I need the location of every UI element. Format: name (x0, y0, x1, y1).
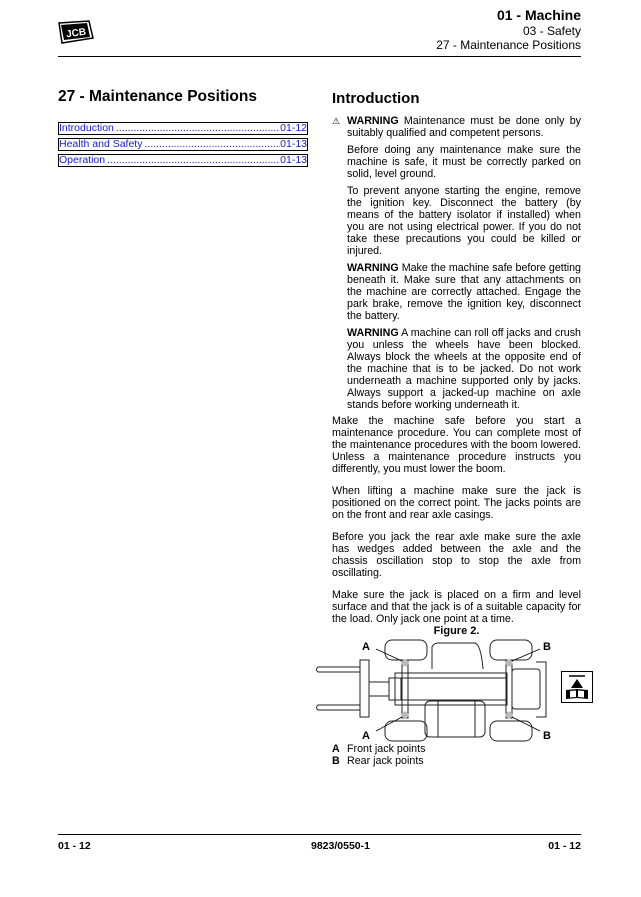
jack-point-a-lower (402, 712, 409, 719)
warning-label: WARNING (347, 327, 399, 339)
legend-text: Front jack points (347, 743, 426, 755)
warning-label: WARNING (347, 115, 399, 127)
toc-leader (114, 123, 280, 134)
jcb-logo (56, 20, 94, 44)
header-breadcrumb (436, 7, 581, 52)
section-title: 03 - Safety (522, 24, 581, 38)
jack-point-b-upper (506, 660, 513, 667)
label-b-upper: B (543, 641, 551, 653)
jack-point-b-lower (506, 712, 513, 719)
toc-label: Operation (59, 154, 106, 166)
page-title: 27 - Maintenance Positions (58, 88, 257, 105)
warning-block (332, 115, 581, 416)
rear-tyre-upper (490, 640, 532, 660)
toc-link-health-and-safety[interactable] (58, 138, 308, 151)
paragraph: Before doing any maintenance make sure the machine is safe, it must be correctly parked on solid, level ground. (347, 144, 581, 180)
footer-page-left: 01 - 12 (58, 840, 91, 852)
paragraph: Before you jack the rear axle make sure the axle has wedges added between the axle and the chassis oscillation stop to stop the axle from oscillating. (332, 531, 581, 579)
warning-2 (347, 262, 581, 322)
legend-key: B (332, 755, 340, 767)
cab (432, 643, 483, 669)
label-b-lower: B (543, 730, 551, 742)
label-a-upper: A (362, 641, 370, 653)
toc-leader (142, 139, 280, 150)
toc-page: 01-12 (280, 122, 307, 134)
header-rule (58, 56, 581, 57)
figure-legend (332, 743, 425, 767)
figure-title: Figure 2. (433, 625, 480, 637)
warning-text: A machine can roll off jacks and crush you unless the wheels have been blocked. Always block the wheels at the opposite end of the machine that is to be jacked. Do not work underneath a machine supported only by jacks. Always support a jacked-up machine on axle stands before working underneath it. (347, 327, 581, 411)
footer-rule (58, 834, 581, 835)
toc-label: Health and Safety (59, 138, 143, 150)
label-a-lower: A (362, 730, 370, 742)
warning-label: WARNING (347, 262, 399, 274)
toc-link-introduction[interactable] (58, 122, 308, 135)
fork-upper (317, 667, 361, 672)
carriage (360, 660, 369, 717)
toc-page: 01-13 (280, 138, 307, 150)
section-heading-introduction: Introduction (332, 90, 420, 107)
front-tyre-upper (385, 640, 427, 660)
warning-text: Make the machine safe before getting beneath it. Make sure that any attachments on the machine are correctly attached. Engage the park brake, remove the ignition key, disconnect the battery. (347, 262, 581, 322)
front-axle (402, 660, 408, 718)
toc-leader (105, 155, 280, 166)
front-tyre-lower (385, 721, 427, 741)
toc-label: Introduction (59, 122, 114, 134)
toc-link-operation[interactable] (58, 154, 308, 167)
operator-manual-icon (561, 671, 593, 703)
toc-page: 01-13 (280, 154, 307, 166)
fork-lower (317, 705, 361, 710)
legend-key: A (332, 743, 340, 755)
table-of-contents (58, 122, 308, 170)
subsection-title: 27 - Maintenance Positions (436, 38, 581, 52)
jack-point-a-upper (402, 660, 409, 667)
body-text (332, 415, 581, 630)
legend-item-b (332, 755, 425, 767)
jack-points-diagram (310, 635, 560, 745)
warning-1 (347, 115, 581, 139)
paragraph: Make the machine safe before you start a maintenance procedure. You can complete most of the maintenance procedures with the boom lowered. Unless a maintenance procedure instructs you differently, you must lower the boom. (332, 415, 581, 475)
chapter-title: 01 - Machine (496, 7, 581, 23)
legend-item-a (332, 743, 425, 755)
warning-3 (347, 327, 581, 411)
svg-text:JCB: JCB (65, 26, 87, 41)
paragraph: When lifting a machine make sure the jack is positioned on the correct point. The jacks points are on the front and rear axle casings. (332, 485, 581, 521)
paragraph: Make sure the jack is placed on a firm and level surface and that the jack is of a suitable capacity for the load. Only jack one point at a time. (332, 589, 581, 625)
warning-triangle-icon: ⚠ (332, 116, 341, 126)
paragraph: To prevent anyone starting the engine, remove the ignition key. Disconnect the battery (by means of the battery isolator if installed) when you are not using electrical power. If you do not take these precautions you could be killed or injured. (347, 185, 581, 257)
footer-doc-number: 9823/0550-1 (311, 840, 370, 852)
legend-text: Rear jack points (347, 755, 424, 767)
warning-text: Maintenance must be done only by suitably qualified and competent persons. (347, 115, 581, 139)
engine-cover (425, 701, 485, 737)
footer-page-right: 01 - 12 (548, 840, 581, 852)
